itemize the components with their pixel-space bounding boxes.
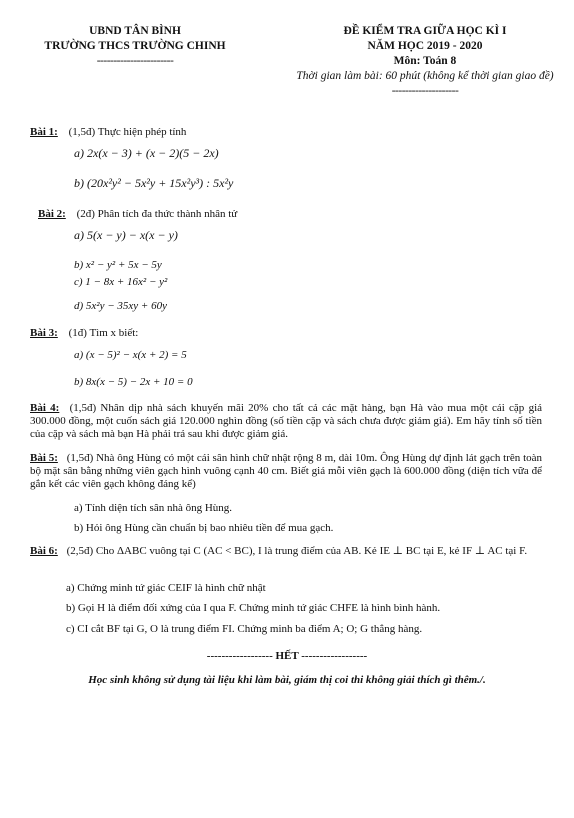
bai2-intro: (2đ) Phân tích đa thức thành nhân tử [76, 208, 238, 220]
bai6-block [30, 545, 542, 558]
bai6-label: Bài 6: [30, 545, 58, 557]
exam-title: ĐỀ KIỂM TRA GIỮA HỌC KÌ I [343, 25, 507, 37]
bai4-label: Bài 4: [30, 402, 60, 414]
bai1-label: Bài 1: [30, 126, 58, 138]
bai4-text: (1,5đ) Nhân dịp nhà sách khuyến mãi 20% cho tất cả các mặt hàng, bạn Hà vào mua một cái cặp giá 300.000 đồng, một cuốn sách giá 120.000 nghìn đồng (số tiền cặp và sách chưa được giảm giá). Em hãy tính số tiền của cặp và sách mà bạn Hà phải trả sau khi được giảm giá. [30, 402, 543, 440]
bai2-c: c) 1 − 8x + 16x² − y² [74, 276, 168, 288]
end-marker: ------------------ HẾT ------------------ [206, 650, 368, 662]
bai2-a: a) 5(x − y) − x(x − y) [74, 228, 178, 242]
bai1-intro: (1,5đ) Thực hiện phép tính [68, 126, 187, 138]
bai4-block [30, 402, 542, 441]
bai1-a: a) 2x(x − 3) + (x − 2)(5 − 2x) [74, 146, 219, 160]
district-name: UBND TÂN BÌNH [89, 25, 181, 37]
footer-note: Học sinh không sử dụng tài liệu khi làm bài, giám thị coi thi không giải thích gì thêm./. [88, 674, 486, 686]
bai2-d: d) 5x²y − 35xy + 60y [74, 300, 167, 312]
bai6-b: b) Gọi H là điểm đối xứng của I qua F. Chứng minh tứ giác CHFE là hình bình hành. [66, 602, 441, 614]
bai2-label: Bài 2: [38, 208, 66, 220]
bai1-heading [30, 126, 186, 139]
bai5-text: (1,5đ) Nhà ông Hùng có một cái sân hình chữ nhật rộng 8 m, dài 10m. Ông Hùng dự định lát gạch trên toàn bộ mặt sân bằng những viên gạch hình vuông cạnh 40 cm. Biết giá mỗi viên gạch là 600.000 đồng (diện tích vữa để gắn kết các viên gạch không đáng kể) [30, 452, 543, 490]
exam-header [285, 24, 565, 99]
bai6-c: c) CI cắt BF tại G, O là trung điểm FI. Chứng minh ba điểm A; O; G thẳng hàng. [66, 623, 423, 635]
bai5-block [30, 452, 542, 491]
bai5-a: a) Tính diện tích sân nhà ông Hùng. [74, 502, 233, 514]
bai2-heading [38, 208, 237, 221]
bai2-b: b) x² − y² + 5x − 5y [74, 259, 162, 271]
bai1-b: b) (20x²y² − 5x²y + 15x²y³) : 5x²y [74, 176, 234, 190]
bai3-a: a) (x − 5)² − x(x + 2) = 5 [74, 349, 187, 361]
subject: Môn: Toán 8 [393, 55, 457, 67]
bai3-intro: (1đ) Tìm x biết: [68, 327, 139, 339]
bai5-b: b) Hỏi ông Hùng cần chuẩn bị bao nhiêu tiền để mua gạch. [74, 522, 334, 534]
bai6-text: (2,5đ) Cho ΔABC vuông tại C (AC < BC), I là trung điểm của AB. Kẻ IE ⊥ BC tại E, kẻ IF ⊥ AC tại F. [66, 545, 528, 557]
bai3-b: b) 8x(x − 5) − 2x + 10 = 0 [74, 376, 193, 388]
bai3-label: Bài 3: [30, 327, 58, 339]
header-divider-right: -------------------- [391, 85, 459, 97]
bai3-heading [30, 327, 138, 340]
time-allowed: Thời gian làm bài: 60 phút (không kể thời gian giao đề) [296, 70, 554, 82]
school-year: NĂM HỌC 2019 - 2020 [367, 40, 483, 52]
bai5-label: Bài 5: [30, 452, 58, 464]
school-header [30, 24, 240, 69]
school-name: TRƯỜNG THCS TRƯỜNG CHINH [44, 40, 226, 52]
bai6-a: a) Chứng minh tứ giác CEIF là hình chữ nhật [66, 582, 266, 594]
header-divider-left: ----------------------- [96, 55, 174, 67]
